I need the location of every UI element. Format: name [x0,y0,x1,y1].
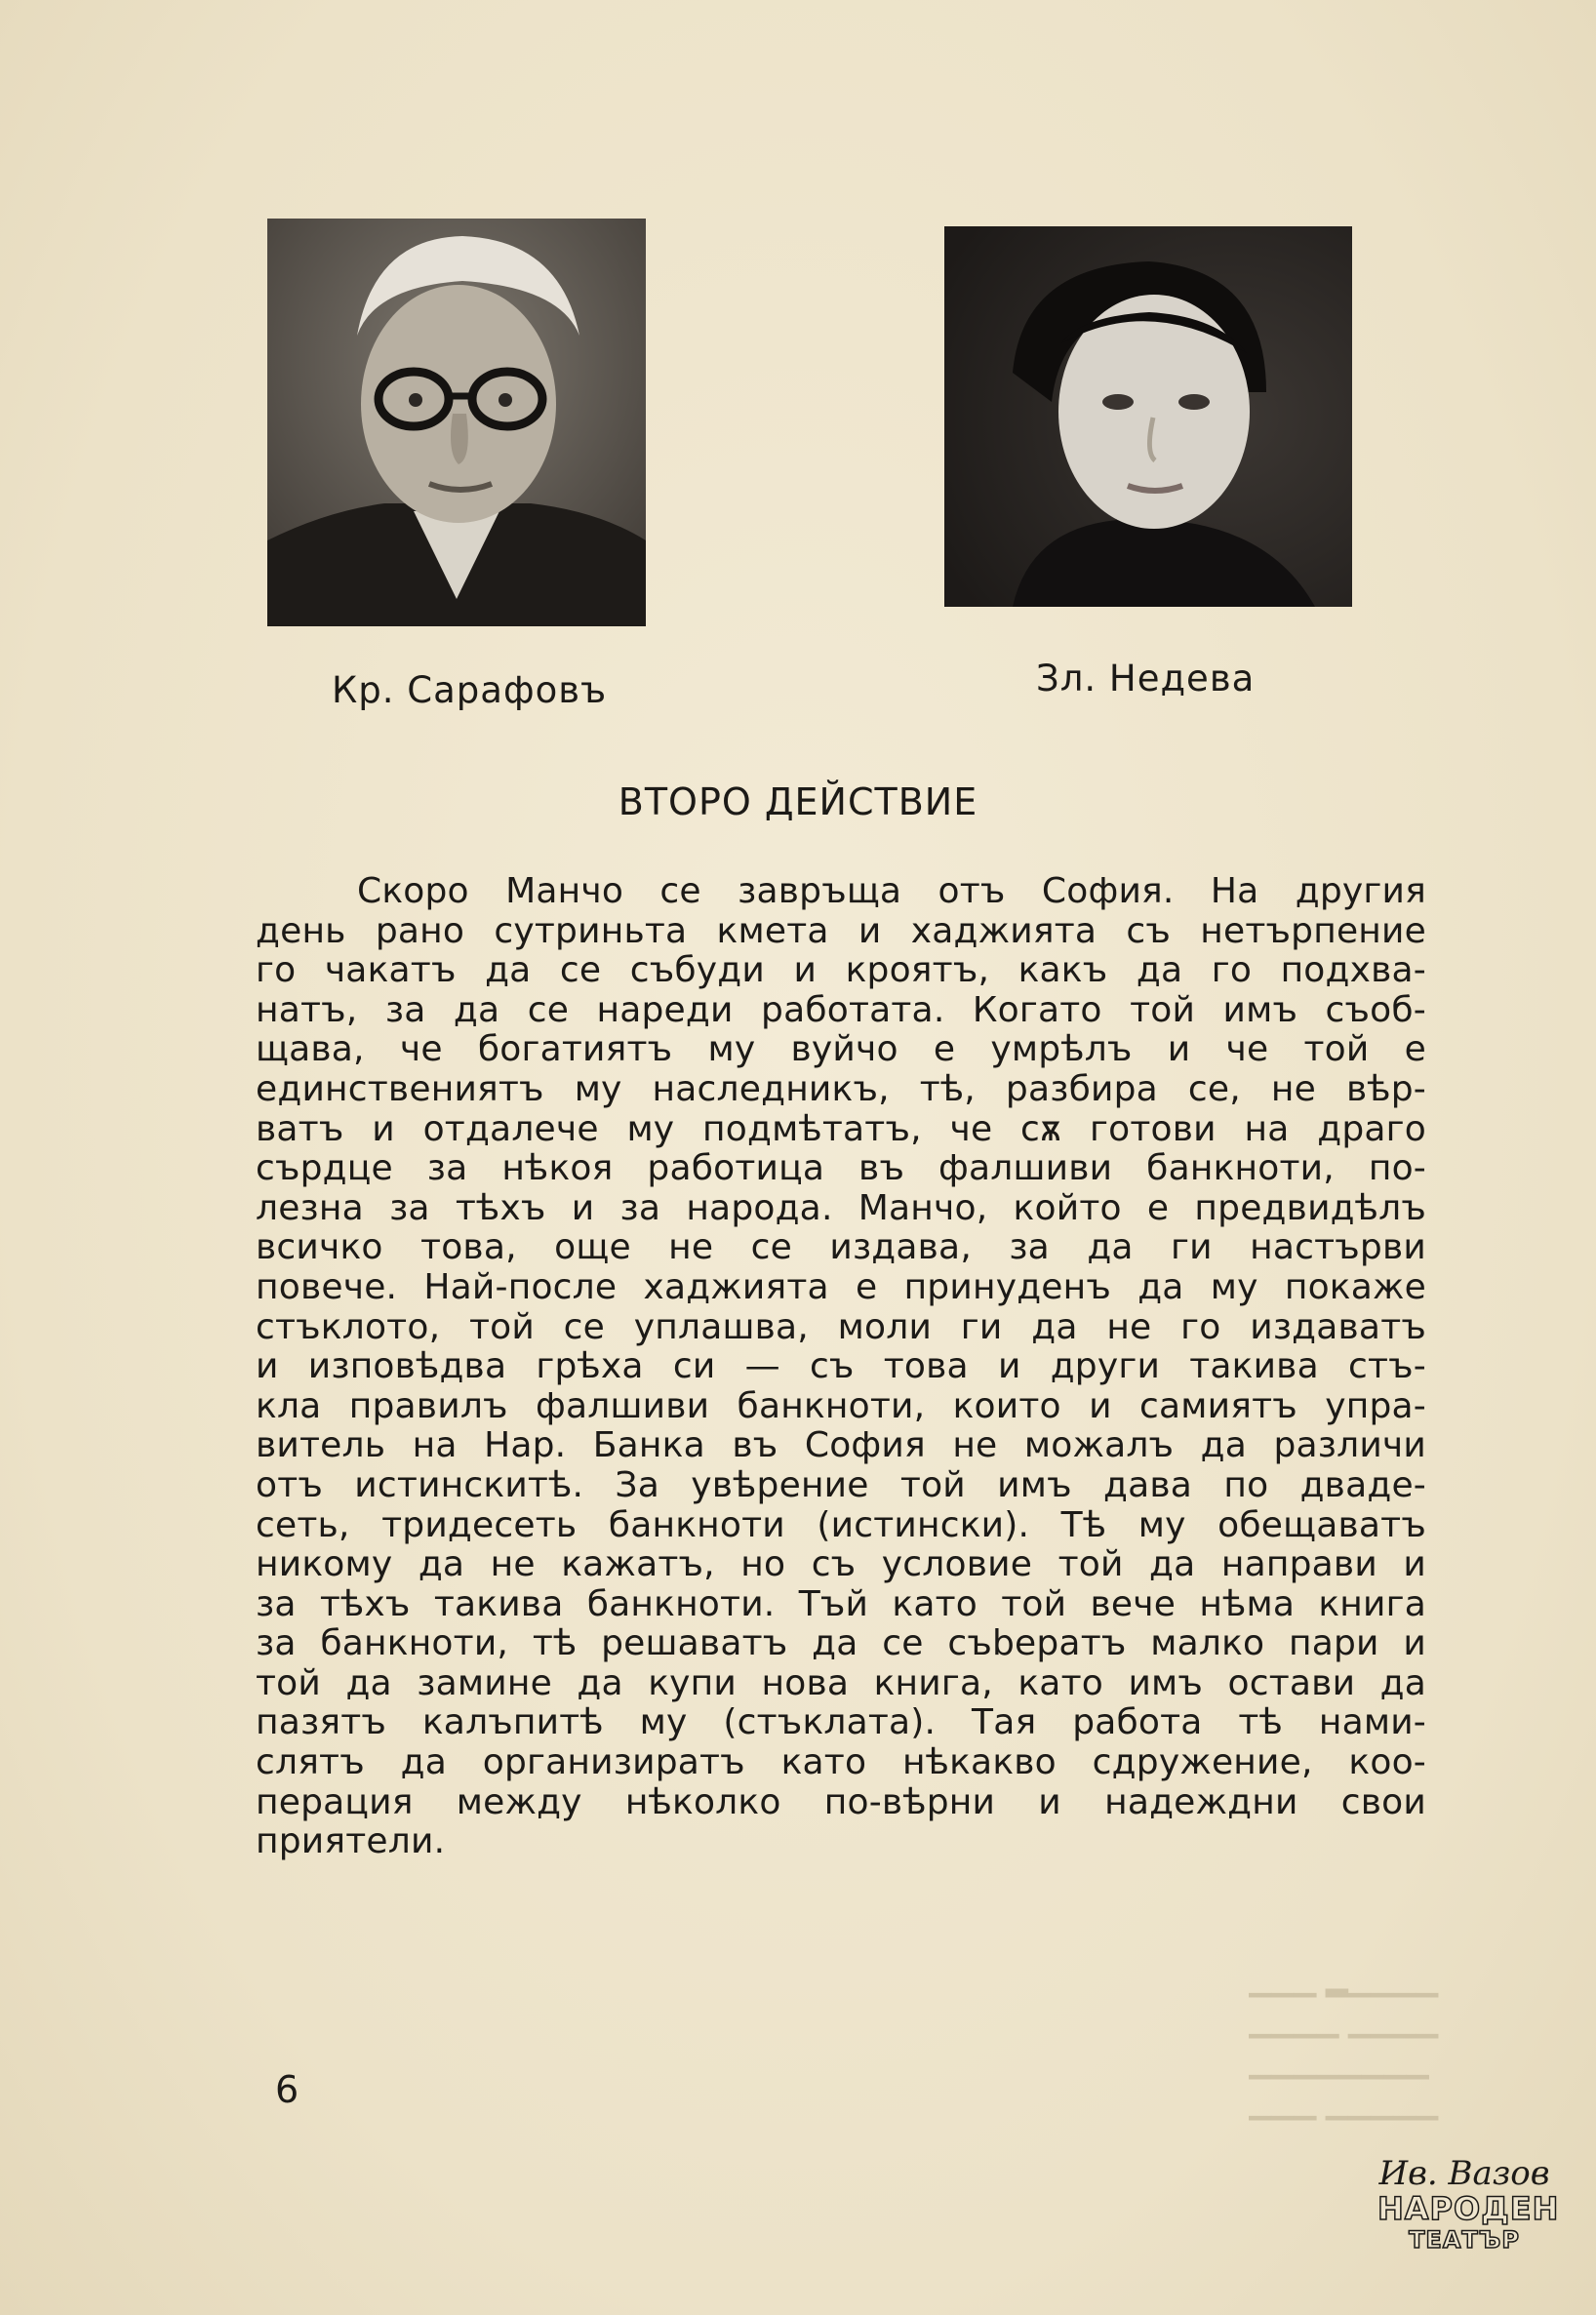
paragraph-line: повече. Най-после хаджията е принуденъ да му покаже [256,1266,1426,1307]
paragraph-line: за тѣхъ такива банкноти. Тъй като той вече нѣма книга [256,1583,1426,1624]
paragraph-line: никому да не кажатъ, но съ условие той да направи и [256,1544,1426,1585]
paragraph-line: натъ, за да се нареди работата. Когато той имъ съоб- [256,989,1426,1030]
section-heading: ВТОРО ДЕЙСТВИЕ [618,780,978,823]
stamp-signature: Ив. Вазов [1378,2154,1550,2193]
caption-nedeva: Зл. Недева [1036,658,1256,699]
paragraph-line: Скоро Манчо се завръща отъ София. На другия [357,871,1426,911]
paragraph-line: пазятъ калъпитѣ му (стъклата). Тая работа тѣ нами- [256,1702,1426,1743]
paragraph-line: день рано сутриньта кмета и хаджията съ нетърпение [256,910,1426,951]
caption-sarafov: Кр. Сарафовъ [332,669,608,711]
paragraph-line: отъ истинскитѣ. За увѣрение той имъ дава по двадe- [256,1464,1426,1505]
paragraph-line: той да замине да купи нова книга, като имъ остави да [256,1662,1426,1703]
paragraph-line: приятели. [256,1821,446,1862]
stamp-line-2: ТЕАТЪР [1409,2226,1520,2254]
paragraph-line: сеть, тридесеть банкноти (истински). Тѣ му обещаватъ [256,1504,1426,1545]
portrait-photo-sarafov [267,219,646,626]
paragraph-line: единствениятъ му наследникъ, тѣ, разбира се, не вѣр- [256,1068,1426,1109]
paragraph-line: за банкноти, тѣ решаватъ да се съbeратъ малко пари и [256,1623,1426,1664]
national-theatre-stamp [1377,2154,1560,2269]
paragraph-line: перация между нѣколко по-вѣрни и надеждни свои [256,1781,1426,1822]
paragraph-line: слятъ да организиратъ като нѣкакво сдружение, коо- [256,1742,1426,1783]
stamp-line-1: НАРОДЕН [1377,2190,1560,2227]
show-through-text: ▁▁▁ ▂▁▁▁▁ ▁▁▁▁ ▁▁▁▁ ▁▁▁▁▁▁▁▁ ▁▁▁ ▁▁▁▁▁ [1249,1964,1439,2121]
paragraph-line: витель на Нар. Банка въ София не можалъ да различи [256,1425,1426,1466]
paragraph-line: лезна за тѣхъ и за народа. Манчо, който е предвидѣлъ [256,1187,1426,1228]
paragraph-line: стъклото, той се уплашва, моли ги да не го издаватъ [256,1306,1426,1347]
paragraph-line: кла правилъ фалшиви банкноти, които и самиятъ упра- [256,1385,1426,1426]
synopsis-paragraph [256,872,1426,1862]
paragraph-line: щава, че богатиятъ му вуйчо е умрѣлъ и че той е [256,1029,1426,1070]
paragraph-line: и изповѣдва грѣха си — съ това и други такива стъ- [256,1346,1426,1387]
portrait-woman-image [944,226,1352,607]
paragraph-line: ватъ и отдалече му подмѣтатъ, че сѫ готови на драго [256,1108,1426,1149]
paragraph-line: сърдце за нѣкоя работица въ фалшиви банкноти, по- [256,1148,1426,1189]
paragraph-line: го чакатъ да се събуди и кроятъ, какъ да го подхва- [256,950,1426,991]
portrait-photo-nedeva [944,226,1352,607]
page-number: 6 [275,2068,299,2111]
paragraph-line: всичко това, още не се издава, за да ги настърви [256,1227,1426,1268]
portrait-man-image [267,219,646,626]
